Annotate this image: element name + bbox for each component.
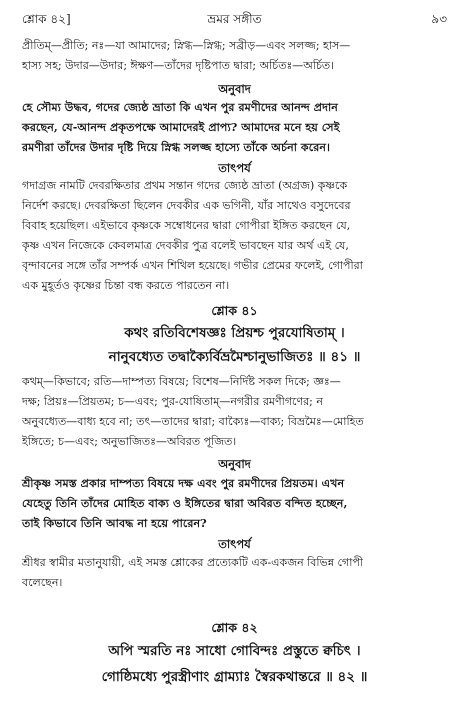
verse-41-title: শ্লোক ৪১ [211, 303, 258, 318]
header-chapter-title: ভ্রমর সঙ্গীত [207, 12, 262, 26]
text-line: তাই কিভাবে তিনি আবদ্ধ না হয়ে পারেন? [22, 516, 207, 530]
page-number: ৯৩ [431, 12, 447, 26]
text-line: হাস্য সহ; উদার—উদার; ঈক্ষণ—তাঁদের দৃষ্টিপাত দ্বারা; অর্চিতঃ—অর্চিত। [22, 59, 335, 72]
text-line: শ্রীকৃষ্ণ সমস্ত প্রকার দাম্পত্য বিষয়ে দক্ষ এবং পুর রমণীদের প্রিয়তম। এখন [22, 476, 345, 490]
text-line: গদাগ্রজ নামটি দেবরক্ষিতার প্রথম সন্তান গদের জ্যেষ্ঠ ভ্রাতা (অগ্রজ) কৃষ্ণকে [22, 179, 348, 192]
running-header [22, 11, 447, 29]
text-line: নির্দেশ করছে। দেবরক্ষিতা ছিলেন দেবকীর এক ভগিনী, যাঁর সাথেও বসুদেবের [22, 199, 351, 212]
translation-41 [22, 473, 447, 533]
verse-41-line-1: কথং রতিবিশেষজ্ঞঃ প্রিয়শ্চ পুরযোষিতাম্ । [124, 325, 345, 341]
purport-40 [22, 176, 447, 296]
text-line: কৃষ্ণ এখন নিজেকে কেবলমাত্র দেবকীর পুত্র বলেই ভাবছেন যার অর্থ এই যে, [22, 239, 349, 252]
text-line: ইঙ্গিতে; চ—এবং; অনুভাজিতঃ—অবিরত পূজিত। [22, 435, 237, 448]
purport-41 [22, 553, 447, 593]
text-line: বৃন্দাবনের সঙ্গে তাঁর সম্পর্ক এখন শিথিল হয়েছে। গভীর প্রেমের ফলেই, গোপীরা [22, 259, 363, 272]
translation-heading: অনুবাদ [218, 82, 251, 96]
text-line: এক মুহূর্তও কৃষ্ণের চিন্তা বন্ধ করতে পারতেন না। [22, 279, 230, 292]
text-line: প্রীতিম্—প্রীতি; নঃ—যা আমাদের; স্নিগ্ধ—স্নিগ্ধ; সব্রীড়—এবং সলজ্জ; হাস— [22, 39, 351, 52]
text-line: অনুবধ্যেত—বাধ্য হবে না; তৎ—তাদের দ্বারা; বাক্যৈঃ—বাক্য; বিভ্রমৈঃ—মোহিত [22, 415, 364, 428]
purport-heading: তাৎপর্য [218, 161, 251, 175]
verse-42-line-1: অপি স্মরতি নঃ সাধো গোবিন্দঃ প্রস্তুতে ক্বচিৎ । [108, 643, 361, 659]
text-line: কথম্—কিভাবে; রতি—দাম্পত্য বিষয়ে; বিশেষ—নির্দিষ্ট সকল দিকে; জ্ঞঃ— [22, 375, 341, 388]
text-line: করছেন, যে-আনন্দ প্রকৃতপক্ষে আমাদেরই প্রাপ্য? আমাদের মনে হয় সেই [22, 120, 340, 134]
text-line: দক্ষ; প্রিয়ঃ—প্রিয়তম; চ—এবং; পুর-যোষিতাম্—নগরীর রমণীগণের; ন [22, 395, 323, 408]
synonyms-continued [22, 36, 447, 76]
translation-heading: অনুবাদ [218, 457, 251, 471]
purport-heading: তাৎপর্য [218, 537, 251, 551]
text-line: বলেছেন। [22, 576, 63, 589]
verse-42-title: শ্লোক ৪২ [211, 620, 258, 635]
text-line: হে সৌম্য উদ্ধব, গদের জ্যেষ্ঠ ভ্রাতা কি এখন পুর রমণীদের আনন্দ প্রদান [22, 100, 338, 114]
synonyms-41 [22, 372, 447, 452]
header-verse-ref: শ্লোক ৪২] [22, 12, 71, 26]
verse-42-line-2: গোষ্ঠিমধ্যে পুরস্ত্রীণাং গ্রাম্যাঃ স্বৈরকথান্তরে ॥ ৪২ ॥ [101, 669, 368, 685]
text-line: বিবাহ হয়েছিল। এইভাবে কৃষ্ণকে সম্বোধনের দ্বারা গোপীরা ইঙ্গিত করছেন যে, [22, 219, 351, 232]
text-line: শ্রীধর স্বামীর মতানুযায়ী, এই সমস্ত শ্লোকের প্রত্যেকটি এক-একজন বিভিন্ন গোপী [22, 556, 363, 569]
text-line: রমণীরা তাঁদের উদার দৃষ্টি দিয়ে স্নিগ্ধ সলজ্জ হাস্যে তাঁকে অর্চনা করেন। [22, 140, 331, 154]
text-line: যেহেতু তিনি তাঁদের মোহিত বাক্য ও ইঙ্গিতের দ্বারা অবিরত বন্দিত হচ্ছেন, [22, 496, 348, 510]
translation-40 [22, 97, 447, 157]
verse-41-line-2: নানুবধ্যেত তদ্বাক্যৈর্বিভ্রমৈশ্চানুভাজিতঃ ॥ ৪১ ॥ [108, 349, 361, 365]
